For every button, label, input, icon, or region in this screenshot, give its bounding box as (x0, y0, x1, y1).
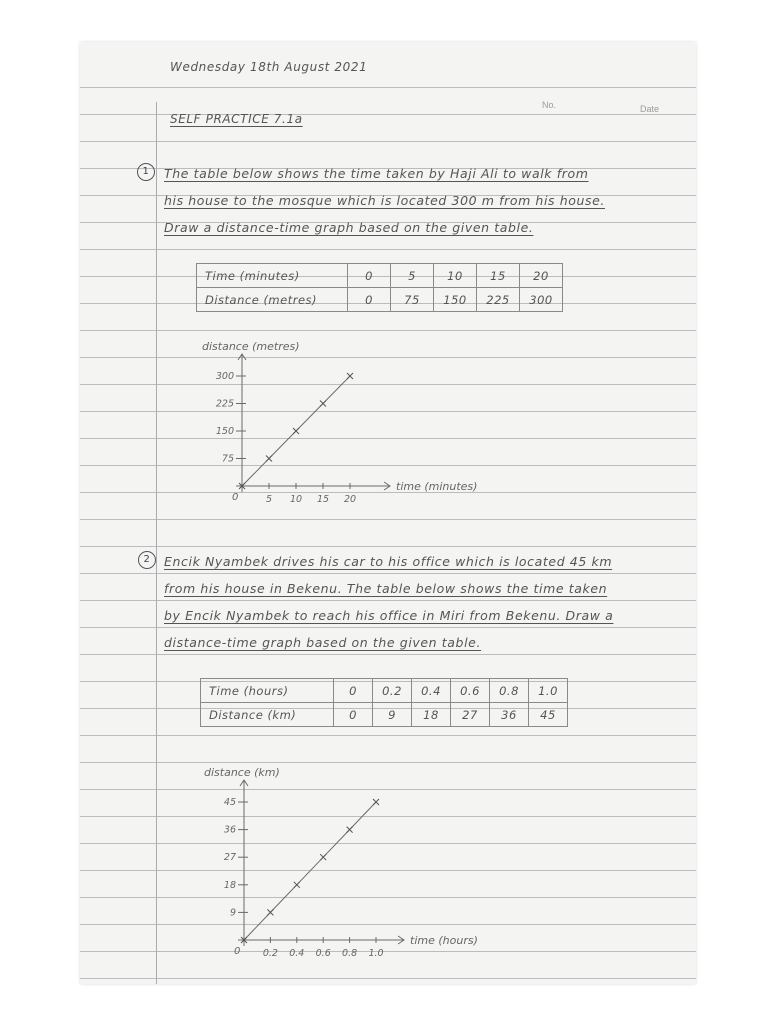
ruled-line (80, 519, 696, 520)
y-tick-label: 18 (223, 879, 236, 891)
table-row (201, 679, 568, 703)
table-row (197, 288, 563, 312)
table-cell: 27 (451, 703, 490, 727)
table-cell: 36 (490, 703, 529, 727)
ruled-line (80, 546, 696, 547)
x-tick-label: 5 (265, 494, 273, 505)
page-title: SELF PRACTICE 7.1a (170, 112, 303, 126)
corner-no-label: No. (542, 100, 557, 110)
table-cell: 18 (412, 703, 451, 727)
table-cell: 0 (334, 703, 373, 727)
row-label-distance: Distance (km) (201, 703, 334, 727)
table-cell: 10 (434, 264, 477, 288)
notebook-page (80, 42, 696, 984)
margin-line (156, 102, 157, 984)
ruled-line (80, 573, 696, 574)
x-tick-label: 0.6 (315, 948, 331, 959)
data-point-cross (347, 827, 353, 833)
ruled-line (80, 654, 696, 655)
q2-line-2: from his house in Bekenu. The table below shows the time taken (164, 581, 608, 596)
data-point-cross (266, 456, 272, 462)
x-tick-label: 0.8 (342, 948, 358, 959)
y-tick-label: 300 (215, 371, 234, 382)
row-label-distance: Distance (metres) (197, 288, 348, 312)
table-cell: 0 (348, 288, 391, 312)
table-cell: 225 (477, 288, 520, 312)
table-cell: 75 (391, 288, 434, 312)
q2-line-3: by Encik Nyambek to reach his office in Miri from Bekenu. Draw a (164, 608, 614, 623)
table-cell: 0.8 (490, 679, 529, 703)
table-cell: 0.2 (373, 679, 412, 703)
corner-date-label: Date (640, 104, 660, 114)
data-point-cross (373, 799, 379, 805)
table-cell: 5 (391, 264, 434, 288)
q1-line-2: his house to the mosque which is located 300 m from his house. (164, 193, 605, 208)
q2-line-4: distance-time graph based on the given table. (164, 635, 482, 650)
data-point-cross (267, 909, 273, 915)
data-point-cross (320, 854, 326, 860)
data-point-cross (347, 373, 353, 379)
table-cell: 0.4 (412, 679, 451, 703)
y-axis-label: distance (km) (204, 766, 280, 779)
table-cell: 45 (529, 703, 568, 727)
table-cell: 15 (477, 264, 520, 288)
q1-data-table (196, 263, 563, 312)
ruled-line (80, 141, 696, 142)
table-cell: 0.6 (451, 679, 490, 703)
ruled-line (80, 87, 696, 88)
ruled-line (80, 600, 696, 601)
question-1-number: 1 (137, 163, 155, 181)
y-tick-label: 9 (229, 907, 236, 919)
data-line (244, 802, 376, 940)
table-cell: 300 (520, 288, 563, 312)
y-tick-label: 27 (223, 852, 236, 864)
q2-data-table (200, 678, 568, 727)
q2-line-1: Encik Nyambek drives his car to his office which is located 45 km (164, 554, 613, 569)
table-cell: 150 (434, 288, 477, 312)
x-axis-label: time (hours) (410, 934, 478, 947)
data-point-cross (294, 882, 300, 888)
y-tick-label: 225 (215, 398, 234, 410)
row-label-time: Time (minutes) (197, 264, 348, 288)
origin-label: 0 (232, 492, 239, 503)
row-label-time: Time (hours) (201, 679, 334, 703)
q1-line-3: Draw a distance-time graph based on the given table. (164, 220, 534, 235)
table-row (197, 264, 563, 288)
ruled-line (80, 330, 696, 331)
ruled-line (80, 627, 696, 628)
x-axis-label: time (minutes) (396, 480, 478, 493)
origin-label: 0 (234, 946, 241, 957)
table-cell: 0 (348, 264, 391, 288)
table-cell: 0 (334, 679, 373, 703)
table-row (201, 703, 568, 727)
x-tick-label: 15 (316, 494, 330, 505)
data-point-cross (293, 428, 299, 434)
x-tick-label: 1.0 (368, 948, 384, 959)
table-cell: 20 (520, 264, 563, 288)
y-axis-label: distance (metres) (202, 340, 300, 353)
ruled-line (80, 978, 696, 979)
ruled-line (80, 249, 696, 250)
date-heading: Wednesday 18th August 2021 (170, 60, 368, 74)
table-cell: 9 (373, 703, 412, 727)
y-tick-label: 36 (223, 824, 236, 836)
y-tick-label: 75 (221, 453, 234, 465)
data-point-cross (320, 401, 326, 407)
q1-line-1: The table below shows the time taken by Haji Ali to walk from (164, 166, 589, 181)
ruled-line (80, 735, 696, 736)
x-tick-label: 0.2 (262, 948, 278, 959)
x-tick-label: 0.4 (289, 948, 305, 959)
y-tick-label: 150 (215, 426, 234, 437)
y-tick-label: 45 (223, 797, 236, 808)
q1-distance-time-graph (180, 334, 510, 509)
question-2-number: 2 (138, 551, 156, 569)
q2-distance-time-graph (184, 746, 524, 961)
table-cell: 1.0 (529, 679, 568, 703)
x-tick-label: 20 (343, 494, 357, 505)
x-tick-label: 10 (289, 494, 303, 505)
